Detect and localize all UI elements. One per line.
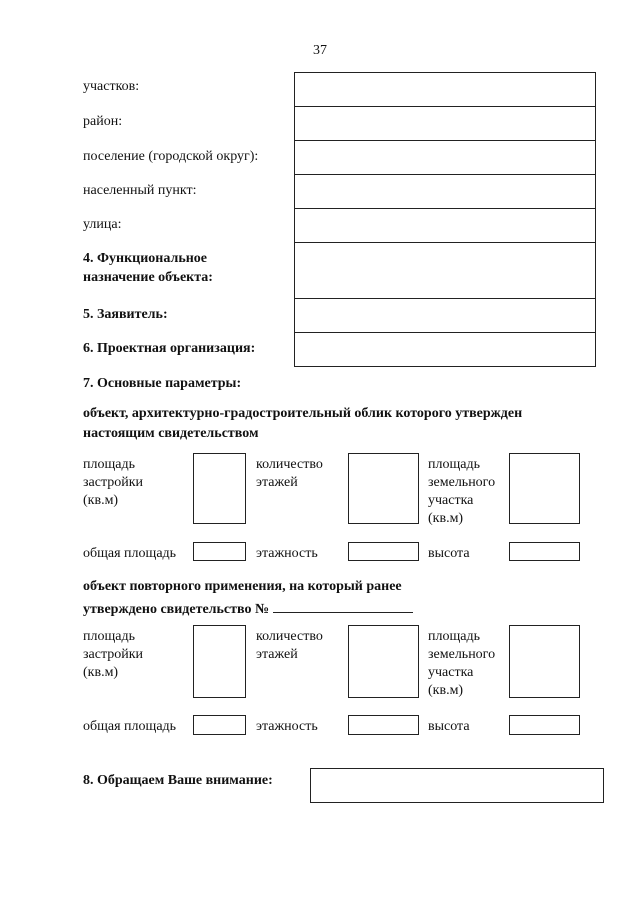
g1-land-area-field[interactable] — [509, 453, 580, 524]
purpose-label-line2: назначение объекта: — [83, 270, 213, 285]
g1-floors-count-label: количество этажей — [256, 457, 323, 490]
params-heading: 7. Основные параметры: — [83, 376, 242, 391]
g1-built-area-field[interactable] — [193, 453, 246, 524]
g1-total-area-field[interactable] — [193, 542, 246, 561]
settlement-field[interactable] — [294, 140, 596, 175]
group1-heading-line1: объект, архитектурно-градостроительный облик которого утвержден — [83, 406, 523, 421]
g2-floors-count-field[interactable] — [348, 625, 419, 698]
g1-storeys-field[interactable] — [348, 542, 419, 561]
g2-height-label: высота — [428, 719, 470, 734]
g1-height-field[interactable] — [509, 542, 580, 561]
g2-total-area-label: общая площадь — [83, 719, 177, 734]
g2-land-area-label: площадь земельного участка (кв.м) — [428, 629, 496, 698]
g1-built-area-label: площадь застройки (кв.м) — [83, 457, 144, 508]
group2-heading-line1: объект повторного применения, на который ранее — [83, 579, 402, 594]
participants-label: участков: — [83, 79, 140, 94]
g1-storeys-label: этажность — [256, 546, 318, 561]
district-label: район: — [83, 114, 123, 129]
g2-built-area-label: площадь застройки (кв.м) — [83, 629, 144, 680]
certificate-number-line[interactable] — [273, 598, 413, 613]
attention-label: 8. Обращаем Ваше внимание: — [83, 773, 273, 788]
design-org-field[interactable] — [294, 332, 596, 367]
applicant-label: 5. Заявитель: — [83, 307, 168, 322]
g1-height-label: высота — [428, 546, 470, 561]
participants-field[interactable] — [294, 72, 596, 107]
g2-total-area-field[interactable] — [193, 715, 246, 735]
applicant-field[interactable] — [294, 298, 596, 333]
settlement-label: поселение (городской округ): — [83, 149, 259, 164]
street-field[interactable] — [294, 208, 596, 243]
g2-floors-count-label: количество этажей — [256, 629, 323, 662]
g1-floors-count-field[interactable] — [348, 453, 419, 524]
street-label: улица: — [83, 217, 122, 232]
design-org-label: 6. Проектная организация: — [83, 341, 256, 356]
page-number: 37 — [313, 43, 327, 58]
g1-land-area-label: площадь земельного участка (кв.м) — [428, 457, 496, 526]
group1-heading-line2: настоящим свидетельством — [83, 426, 259, 441]
attention-field[interactable] — [310, 768, 604, 803]
g1-total-area-label: общая площадь — [83, 546, 177, 561]
g2-storeys-label: этажность — [256, 719, 318, 734]
purpose-label-line1: 4. Функциональное — [83, 251, 208, 266]
purpose-field[interactable] — [294, 242, 596, 299]
locality-field[interactable] — [294, 174, 596, 209]
locality-label: населенный пункт: — [83, 183, 197, 198]
g2-land-area-field[interactable] — [509, 625, 580, 698]
group2-heading-line2: утверждено свидетельство № — [83, 598, 413, 619]
district-field[interactable] — [294, 106, 596, 141]
g2-built-area-field[interactable] — [193, 625, 246, 698]
g2-storeys-field[interactable] — [348, 715, 419, 735]
g2-height-field[interactable] — [509, 715, 580, 735]
